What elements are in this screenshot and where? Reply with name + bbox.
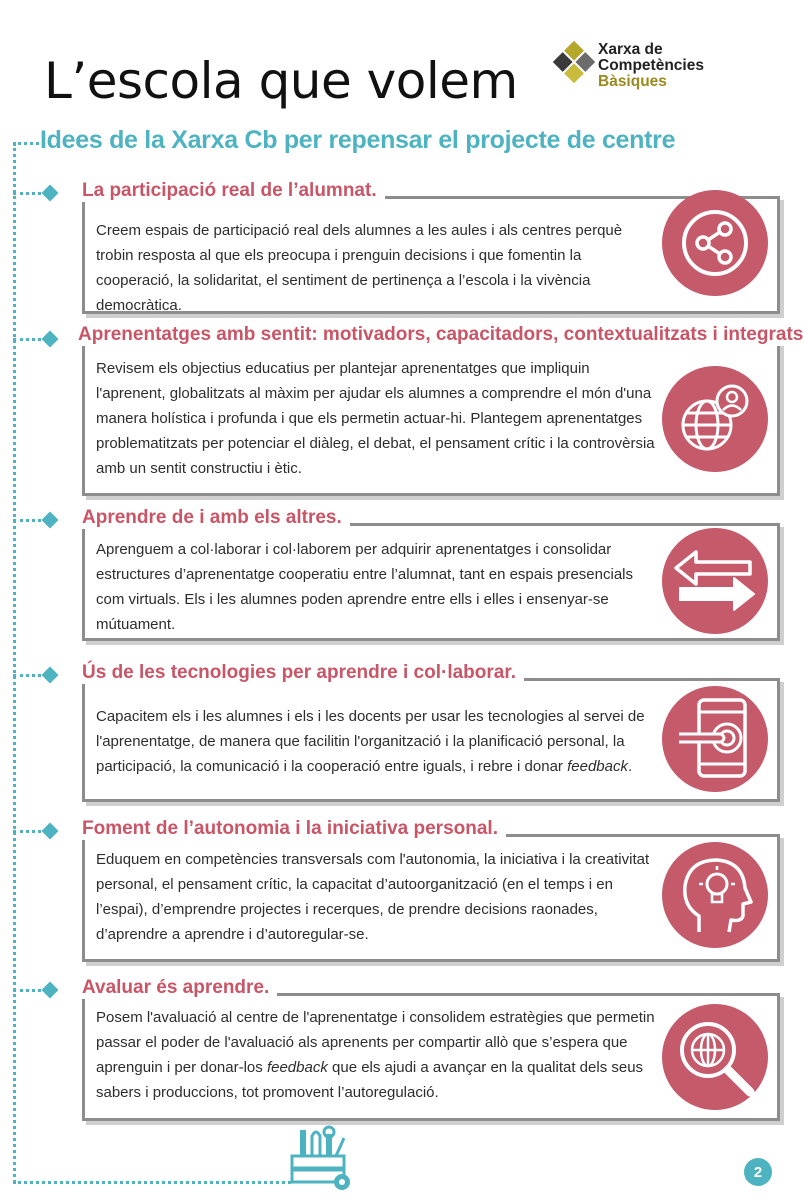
globe-user-icon: [662, 366, 768, 472]
toolbox-icon: [286, 1124, 358, 1197]
bullet-diamond: [42, 823, 59, 840]
logo-text-line2: Competències: [598, 57, 704, 74]
dotted-guide-vertical: [13, 143, 16, 1183]
bullet-diamond: [42, 185, 59, 202]
card-heading: Ús de les tecnologies per aprendre i col·laborar.: [82, 662, 524, 684]
dotted-connector: [13, 830, 41, 833]
card-text: Revisem els objectius educatius per plantejar aprenentatges que impliquin l'aprenent, globalitzats al màxim per ajudar els alumnes a comprendre el món d'una manera holística i profunda i que els permetin actuar-hi. Plantegem aprenentatges problematitzats per potenciar el diàleg, el debat, el pensament crític i la controvèrsia amb un sentit constructiu i ètic.: [96, 360, 655, 477]
logo: [552, 40, 752, 96]
card-text: Eduquem en competències transversals com l'autonomia, la iniciativa i la creativitat personal, el pensament crític, la capacitat d’autoorganització (en el temps i en l’espai), d’emprendre projectes i recerques, de prendre decisions raonades, d’aprendre a aprendre i d’autoregular-se.: [96, 851, 650, 943]
dotted-connector: [13, 519, 41, 522]
subtitle: Idees de la Xarxa Cb per repensar el projecte de centre: [40, 126, 676, 154]
card-text: Posem l'avaluació al centre de l'aprenentatge i consolidem estratègies que permetin passar el poder de l'avaluació als aprenents per compartir allò que s’espera que aprenguin i per donar-los feedback que els ajudi a avançar en la qualitat dels seus sabers i produccions, tot promovent l’autoregulació.: [96, 1009, 655, 1101]
logo-text-line3: Bàsiques: [598, 73, 667, 90]
bullet-diamond: [42, 512, 59, 529]
dotted-guide-top: [13, 142, 39, 145]
dotted-connector: [13, 338, 41, 341]
bullet-diamond: [42, 331, 59, 348]
dotted-guide-bottom: [13, 1181, 291, 1184]
bullet-diamond: [42, 667, 59, 684]
feedback-term: feedback: [567, 758, 628, 775]
page-number: 2: [744, 1158, 772, 1186]
feedback-term: feedback: [266, 1059, 328, 1076]
logo-text-line1: Xarxa de: [598, 41, 663, 58]
card-text: Aprenguem a col·laborar i col·laborem per adquirir aprenentatges i consolidar estructures d’aprenentatge cooperatiu entre l’alumnat, tant en espais presencials com virtuals. Els i les alumnes poden aprendre entre ells i elles i ensenyar-se mútuament.: [96, 541, 633, 633]
bullet-diamond: [42, 982, 59, 999]
card-heading: La participació real de l’alumnat.: [82, 180, 385, 202]
card-heading: Foment de l’autonomia i la iniciativa personal.: [82, 818, 506, 840]
globe-magnifier-icon: [662, 1004, 768, 1110]
card-text: Capacitem els i les alumnes i els i les docents per usar les tecnologies al servei de l'aprenentatge, de manera que facilitin l'organització i la planificació personal, la participació, la comunicació i la cooperació entre iguals, i rebre i donar feedback.: [96, 708, 645, 775]
card-heading: Aprenentatges amb sentit: motivadors, capacitadors, contextualitzats i integrats: [78, 324, 804, 346]
page-title: L’escola que volem: [44, 52, 518, 110]
card-heading: Aprendre de i amb els altres.: [82, 507, 350, 529]
dotted-connector: [13, 192, 41, 195]
head-lightbulb-icon: [662, 842, 768, 948]
logo-mark-icon: [552, 40, 596, 84]
tablet-touch-icon: [662, 686, 768, 792]
exchange-arrows-icon: [662, 528, 768, 634]
dotted-connector: [13, 989, 41, 992]
dotted-connector: [13, 674, 41, 677]
share-icon: [662, 190, 768, 296]
card-heading: Avaluar és aprendre.: [82, 977, 277, 999]
card-text: Creem espais de participació real dels alumnes a les aules i als centres perquè trobin resposta al que els preocupa i prenguin decisions i que fomentin la cooperació, la solidaritat, el sentiment de pertinença a l’escola i la vivència democràtica.: [96, 222, 623, 314]
